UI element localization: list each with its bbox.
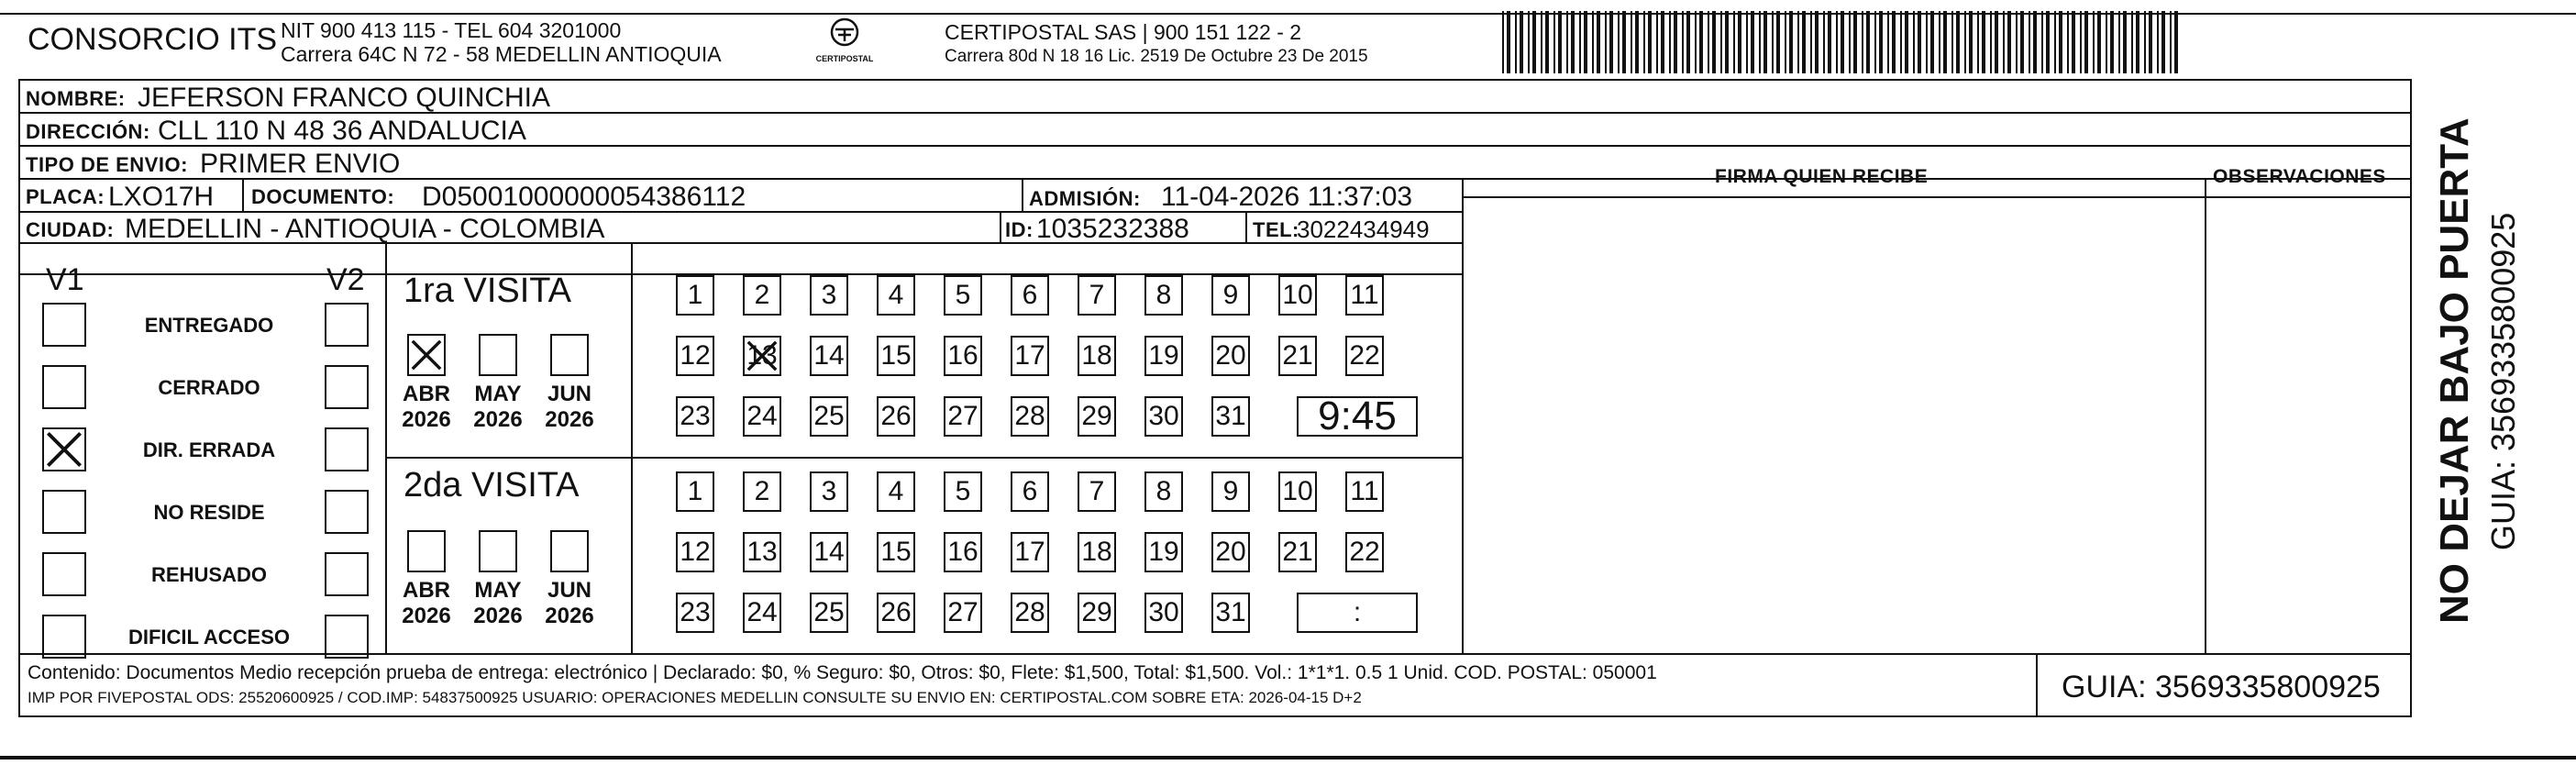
day-box[interactable]: 7: [1078, 275, 1116, 316]
day-box[interactable]: 22: [1345, 336, 1384, 376]
day-box[interactable]: 21: [1278, 336, 1317, 376]
day-box[interactable]: 6: [1011, 471, 1049, 512]
day-box[interactable]: 16: [944, 336, 982, 376]
barcode-bar: [1797, 11, 1799, 73]
barcode-bar: [2084, 11, 2088, 73]
day-box[interactable]: 23: [676, 593, 714, 633]
day-box[interactable]: 12: [676, 532, 714, 572]
row-line: [1462, 196, 2412, 198]
v1-checkbox[interactable]: [42, 490, 86, 534]
day-box[interactable]: 5: [944, 471, 982, 512]
nombre-label: NOMBRE:: [26, 87, 126, 110]
day-box[interactable]: 13: [743, 336, 781, 376]
id-value: 1035232388: [1036, 214, 1189, 244]
ciudad-value: MEDELLIN - ANTIOQUIA - COLOMBIA: [125, 214, 605, 244]
barcode-bar: [1926, 11, 1928, 73]
barcode-bar: [1720, 11, 1722, 73]
barcode-bar: [2080, 11, 2082, 73]
barcode-bar: [2170, 11, 2172, 73]
day-box[interactable]: 13: [743, 532, 781, 572]
barcode-bar: [2007, 11, 2011, 73]
cell-divider: [1000, 211, 1001, 242]
barcode-bar: [1785, 11, 1786, 73]
barcode-bar: [2072, 11, 2075, 73]
barcode-bar: [1597, 11, 1600, 73]
side-guia: GUIA: 3569335800925: [2484, 212, 2522, 550]
month-checkbox[interactable]: [550, 530, 589, 572]
footer-guia-divider: [2036, 653, 2038, 717]
day-box[interactable]: 9: [1211, 471, 1250, 512]
barcode-bar: [1528, 11, 1530, 73]
observaciones-header: OBSERVACIONES: [2213, 166, 2386, 187]
firma-header: FIRMA QUIEN RECIBE: [1715, 166, 1929, 187]
barcode-bar: [1558, 11, 1562, 73]
day-box[interactable]: 3: [810, 275, 848, 316]
barcode-bar: [1738, 11, 1741, 73]
barcode-bar: [1751, 11, 1754, 73]
barcode-bar: [2020, 11, 2024, 73]
month-label: ABR 2026: [402, 578, 451, 628]
day-box[interactable]: 31: [1211, 396, 1250, 437]
day-box[interactable]: 23: [676, 396, 714, 437]
barcode-bar: [2161, 11, 2165, 73]
day-box[interactable]: 4: [877, 471, 915, 512]
barcode-bar: [1977, 11, 1979, 73]
tipo-value: PRIMER ENVIO: [200, 149, 401, 179]
barcode-bar: [1553, 11, 1555, 73]
top-rule: [0, 13, 2576, 15]
day-box[interactable]: 21: [1278, 532, 1317, 572]
barcode-bar: [1725, 11, 1729, 73]
day-box[interactable]: 19: [1144, 532, 1183, 572]
reason-label: ENTREGADO: [144, 314, 274, 337]
barcode-bar: [1682, 11, 1684, 73]
barcode-bar: [1862, 11, 1863, 73]
barcode-bar: [2003, 11, 2005, 73]
barcode-bar: [1579, 11, 1581, 73]
barcode-bar: [1746, 11, 1748, 73]
barcode-bar: [1887, 11, 1889, 73]
barcode: [1500, 11, 2179, 73]
day-box[interactable]: 10: [1278, 275, 1317, 316]
barcode-bar: [2149, 11, 2152, 73]
barcode-bar: [2016, 11, 2018, 73]
day-box[interactable]: 26: [877, 396, 915, 437]
barcode-bar: [2110, 11, 2114, 73]
barcode-bar: [1874, 11, 1876, 73]
barcode-bar: [2144, 11, 2146, 73]
tel-value: 3022434949: [1297, 216, 1430, 243]
barcode-bar: [1990, 11, 1992, 73]
day-box[interactable]: 12: [676, 336, 714, 376]
reason-label: REHUSADO: [151, 563, 267, 586]
certipostal-logo: [813, 17, 877, 68]
side-warning: NO DEJAR BAJO PUERTA: [2432, 117, 2477, 624]
direccion-label: DIRECCIÓN:: [26, 120, 150, 143]
barcode-bar: [2054, 11, 2056, 73]
day-box[interactable]: 11: [1345, 275, 1384, 316]
barcode-bar: [1609, 11, 1613, 73]
month-checkbox[interactable]: [479, 334, 517, 376]
barcode-bar: [1951, 11, 1953, 73]
x-mark-icon: [745, 338, 779, 374]
reason-label: CERRADO: [158, 376, 260, 399]
day-box[interactable]: 1: [676, 471, 714, 512]
day-box[interactable]: 16: [944, 532, 982, 572]
x-mark-icon: [409, 336, 444, 374]
barcode-bar: [1643, 11, 1645, 73]
barcode-bar: [1892, 11, 1896, 73]
ciudad-label: CIUDAD:: [26, 218, 115, 241]
visit2-title: 2da VISITA: [404, 466, 580, 504]
barcode-bar: [1571, 11, 1575, 73]
reason-label: DIR. ERRADA: [142, 438, 276, 461]
barcode-bar: [2046, 11, 2050, 73]
reason-label: DIFICIL ACCESO: [127, 626, 290, 649]
day-box[interactable]: 15: [877, 532, 915, 572]
barcode-bar: [1789, 11, 1793, 73]
barcode-bar: [1545, 11, 1549, 73]
tel-label: TEL:: [1253, 218, 1299, 241]
day-box[interactable]: 22: [1345, 532, 1384, 572]
day-box[interactable]: 18: [1078, 336, 1116, 376]
barcode-bar: [1810, 11, 1812, 73]
barcode-bar: [2097, 11, 2101, 73]
nombre-value: JEFERSON FRANCO QUINCHIA: [138, 83, 551, 113]
cell-divider: [1022, 178, 1023, 211]
v1-checkbox[interactable]: [42, 303, 86, 347]
barcode-bar: [1964, 11, 1966, 73]
barcode-bar: [1622, 11, 1626, 73]
barcode-bar: [2136, 11, 2139, 73]
day-box[interactable]: 5: [944, 275, 982, 316]
barcode-bar: [2131, 11, 2133, 73]
v1-label: V1: [46, 262, 84, 297]
months-divider: [631, 242, 633, 653]
admision-label: ADMISIÓN:: [1029, 187, 1141, 210]
reasons-divider: [385, 242, 387, 653]
barcode-bar: [1661, 11, 1664, 73]
footer-line-2: IMP POR FIVEPOSTAL ODS: 25520600925 / COD.IMP: 54837500925 USUARIO: OPERACIONES MEDELLIN CONSULTE SU ENVIO EN: CERTIPOSTAL.COM SOBRE ETA: 2026-04-15 D+2: [28, 689, 1362, 706]
barcode-bar: [1772, 11, 1774, 73]
month-label: JUN 2026: [545, 578, 594, 628]
barcode-bar: [1708, 11, 1709, 73]
barcode-bar: [2157, 11, 2159, 73]
barcode-bar: [2059, 11, 2062, 73]
placa-label: PLACA:: [26, 185, 105, 208]
barcode-bar: [1759, 11, 1761, 73]
barcode-bar: [2067, 11, 2069, 73]
barcode-bar: [1763, 11, 1767, 73]
barcode-bar: [1802, 11, 1806, 73]
barcode-bar: [1502, 11, 1504, 73]
day-box[interactable]: 29: [1078, 593, 1116, 633]
day-box[interactable]: 6: [1011, 275, 1049, 316]
day-box[interactable]: 28: [1011, 396, 1049, 437]
day-box[interactable]: 25: [810, 396, 848, 437]
barcode-bar: [1532, 11, 1536, 73]
day-box[interactable]: 20: [1211, 336, 1250, 376]
barcode-bar: [2118, 11, 2120, 73]
barcode-bar: [1712, 11, 1716, 73]
barcode-bar: [1815, 11, 1819, 73]
day-box[interactable]: 17: [1011, 336, 1049, 376]
day-box[interactable]: 24: [743, 396, 781, 437]
barcode-bar: [1656, 11, 1658, 73]
barcode-bar: [1566, 11, 1568, 73]
barcode-bar: [1669, 11, 1671, 73]
v1-checkbox[interactable]: [42, 365, 86, 409]
barcode-bar: [1515, 11, 1517, 73]
logo-text: CERTIPOSTAL: [815, 54, 874, 63]
footer-line-1: Contenido: Documentos Medio recepción prueba de entrega: electrónico | Declarado: $0, % Seguro: $0, Otros: $0, Flete: $1,500, Total: $1,500. Vol.: 1*1*1. 0.5 1 Unid. COD. POSTAL: 050001: [28, 662, 1657, 683]
barcode-bar: [1674, 11, 1677, 73]
day-box[interactable]: 9: [1211, 275, 1250, 316]
day-box[interactable]: 2: [743, 471, 781, 512]
v1-checkbox[interactable]: [42, 615, 86, 659]
direccion-value: CLL 110 N 48 36 ANDALUCIA: [158, 116, 526, 146]
barcode-bar: [2093, 11, 2095, 73]
day-box[interactable]: 14: [810, 532, 848, 572]
v2-checkbox[interactable]: [325, 427, 369, 471]
day-box[interactable]: 19: [1144, 336, 1183, 376]
barcode-bar: [1828, 11, 1831, 73]
barcode-bar: [1866, 11, 1870, 73]
barcode-bar: [1956, 11, 1960, 73]
day-box[interactable]: 27: [944, 593, 982, 633]
barcode-bar: [1913, 11, 1915, 73]
time-box[interactable]: :: [1297, 593, 1418, 633]
day-box[interactable]: 29: [1078, 396, 1116, 437]
barcode-bar: [2041, 11, 2043, 73]
day-box[interactable]: 20: [1211, 532, 1250, 572]
barcode-bar: [1918, 11, 1921, 73]
logo-icon: [826, 17, 863, 48]
day-box[interactable]: 7: [1078, 471, 1116, 512]
barcode-bar: [2106, 11, 2107, 73]
day-box[interactable]: 26: [877, 593, 915, 633]
barcode-bar: [1853, 11, 1857, 73]
barcode-bar: [1584, 11, 1587, 73]
courier-info-2: Carrera 80d N 18 16 Lic. 2519 De Octubre 23 De 2015: [945, 47, 1368, 66]
month-label: ABR 2026: [402, 382, 451, 432]
barcode-bar: [1686, 11, 1690, 73]
barcode-bar: [1982, 11, 1985, 73]
company-info-1: NIT 900 413 115 - TEL 604 3201000: [281, 18, 622, 42]
company-name: CONSORCIO ITS: [28, 22, 278, 57]
v2-label: V2: [326, 262, 365, 297]
barcode-bar: [1776, 11, 1780, 73]
courier-info-1: CERTIPOSTAL SAS | 900 151 122 - 2: [945, 20, 1302, 44]
barcode-bar: [1849, 11, 1851, 73]
barcode-bar: [1930, 11, 1934, 73]
day-box[interactable]: 15: [877, 336, 915, 376]
barcode-bar: [1695, 11, 1697, 73]
day-box[interactable]: 2: [743, 275, 781, 316]
day-box[interactable]: 10: [1278, 471, 1317, 512]
day-box[interactable]: 30: [1144, 593, 1183, 633]
barcode-bar: [1541, 11, 1542, 73]
month-checkbox[interactable]: [550, 334, 589, 376]
barcode-bar: [1900, 11, 1902, 73]
v2-checkbox[interactable]: [325, 303, 369, 347]
barcode-bar: [1823, 11, 1825, 73]
barcode-bar: [1939, 11, 1940, 73]
day-box[interactable]: 8: [1144, 275, 1183, 316]
barcode-bar: [1592, 11, 1594, 73]
cell-divider: [242, 178, 244, 211]
barcode-bar: [1733, 11, 1735, 73]
id-label: ID:: [1005, 218, 1034, 241]
day-box[interactable]: 18: [1078, 532, 1116, 572]
barcode-bar: [1905, 11, 1908, 73]
visit-divider: [385, 457, 1462, 459]
month-label: JUN 2026: [545, 382, 594, 432]
barcode-bar: [1879, 11, 1883, 73]
day-box[interactable]: 30: [1144, 396, 1183, 437]
time-box[interactable]: 9:45: [1297, 396, 1418, 437]
footer-top-line: [18, 653, 2412, 655]
v2-checkbox[interactable]: [325, 615, 369, 659]
placa-value: LXO17H: [108, 182, 215, 212]
barcode-bar: [1943, 11, 1947, 73]
month-checkbox[interactable]: [407, 530, 446, 572]
barcode-bar: [1631, 11, 1632, 73]
barcode-bar: [1507, 11, 1510, 73]
day-box[interactable]: 27: [944, 396, 982, 437]
barcode-bar: [1841, 11, 1844, 73]
barcode-bar: [1635, 11, 1639, 73]
footer-guia: GUIA: 3569335800925: [2062, 670, 2381, 704]
day-box[interactable]: 14: [810, 336, 848, 376]
day-box[interactable]: 8: [1144, 471, 1183, 512]
v1-checkbox[interactable]: [42, 427, 86, 471]
documento-label: DOCUMENTO:: [251, 185, 395, 208]
month-label: MAY 2026: [473, 578, 523, 628]
barcode-bar: [2123, 11, 2127, 73]
x-mark-icon: [44, 429, 84, 470]
month-label: MAY 2026: [473, 382, 523, 432]
visit1-title: 1ra VISITA: [404, 272, 572, 310]
cell-divider: [1245, 211, 1247, 242]
firma-divider: [1462, 178, 1464, 653]
bottom-rule: [0, 756, 2576, 759]
v2-checkbox[interactable]: [325, 490, 369, 534]
barcode-bar: [1520, 11, 1523, 73]
barcode-bar: [2033, 11, 2037, 73]
barcode-bar: [2029, 11, 2030, 73]
month-checkbox[interactable]: [407, 334, 446, 376]
day-box[interactable]: 1: [676, 275, 714, 316]
tipo-label: TIPO DE ENVIO:: [26, 153, 188, 176]
month-checkbox[interactable]: [479, 530, 517, 572]
barcode-bar: [1995, 11, 1998, 73]
barcode-bar: [2174, 11, 2178, 73]
company-info-2: Carrera 64C N 72 - 58 MEDELLIN ANTIOQUIA: [281, 42, 722, 66]
documento-value: D05001000000054386112: [422, 182, 746, 212]
reason-label: NO RESIDE: [153, 501, 265, 524]
admision-value: 11-04-2026 11:37:03: [1161, 182, 1413, 212]
day-box[interactable]: 28: [1011, 593, 1049, 633]
v1-checkbox[interactable]: [42, 552, 86, 596]
day-box[interactable]: 25: [810, 593, 848, 633]
day-box[interactable]: 3: [810, 471, 848, 512]
v2-checkbox[interactable]: [325, 365, 369, 409]
barcode-bar: [1969, 11, 1973, 73]
barcode-bar: [1699, 11, 1703, 73]
day-box[interactable]: 31: [1211, 593, 1250, 633]
obs-divider: [2205, 178, 2206, 653]
barcode-bar: [1836, 11, 1838, 73]
v2-checkbox[interactable]: [325, 552, 369, 596]
barcode-bar: [1605, 11, 1607, 73]
day-box[interactable]: 11: [1345, 471, 1384, 512]
barcode-bar: [1648, 11, 1652, 73]
day-box[interactable]: 17: [1011, 532, 1049, 572]
barcode-bar: [1618, 11, 1620, 73]
day-box[interactable]: 4: [877, 275, 915, 316]
barcode-bars: [1500, 11, 2179, 73]
day-box[interactable]: 24: [743, 593, 781, 633]
